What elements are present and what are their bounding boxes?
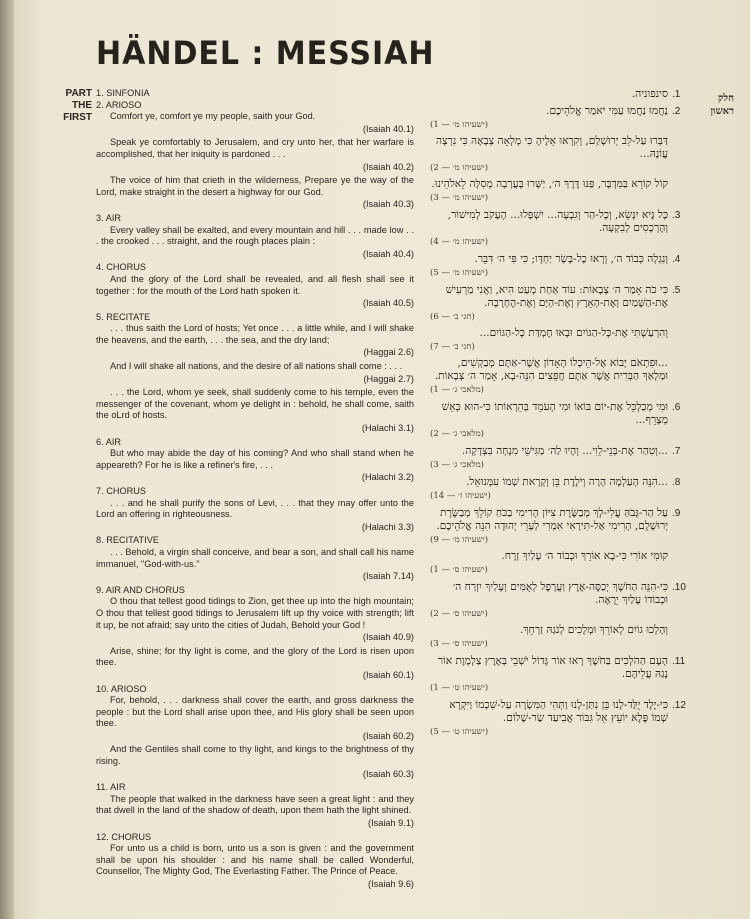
section [96,535,414,582]
hebrew-verse-text: נַחֲמוּ נַחֲמוּ עַמִּי יֹאמַר אֱלֹהֵיכֶם. [546,105,668,117]
hebrew-section [430,476,668,503]
section-heading [96,88,414,100]
section-heading [96,535,414,547]
hebrew-section-number: .9 [672,508,681,519]
verse-reference: (Isaiah 60.2) [362,730,414,741]
section [96,88,414,100]
verse-reference: (Isaiah 40.1) [362,123,414,134]
section-number: 5. [96,311,104,322]
hebrew-verse-reference: (ישעיהו מ׳ — 4) [430,237,489,247]
section-heading [96,486,414,498]
verse-reference: (Halachi 3.2) [361,472,414,483]
verse-text: But who may abide the day of his coming? And who shall stand when he appeareth? For he is like a refiner's fire, . . . [96,448,414,470]
section-heading-label: AIR [110,782,126,793]
hebrew-verse-text: ...וְטִהַר אֶת-בְּנֵי-לֵוִי... וְהָיוּ לַה׳ מַגִּישֵׁי מִנְחָה בִּצְדָקָה. [461,445,668,457]
hebrew-verse-text: ...הִנֵּה הָעַלְמָה הָרָה וְיֹלֶדֶת בֵּן וְקָרָאת שְׁמוֹ עִמָּנוּאֵל. [466,476,668,488]
hebrew-verse-text: ...וּפִתְאֹם יָבוֹא אֶל-הֵיכָלוֹ הָאָדוֹן אֲשֶׁר-אַתֶּם מְבַקְשִׁים, וּמַלְאַךְ הַבְּרִית אֲשֶׁר אַתֶּם חֲפֵצִים הִנֵּה-בָא, אָמַר ה׳ צְבָאוֹת. [434,357,668,382]
verse-text: Comfort ye, comfort ye my people, saith your God. [110,111,316,122]
hebrew-section-number: .7 [672,446,681,457]
verse-reference: (Halachi 3.1) [361,423,414,434]
hebrew-section [430,507,668,577]
verse-text: For, behold, . . . darkness shall cover the earth, and gross darkness the people : but the Lord shall arise upon thee, and His glory shall be seen upon thee. [96,695,414,729]
hebrew-verse-reference: (מלאכי ג׳ — 2) [430,429,484,439]
verse-reference: (Halachi 3.3) [361,521,414,532]
hebrew-verse-reference: (ישעיהו מ׳ — 9) [430,535,489,545]
english-text-column [96,88,414,893]
section-heading-label: AIR [105,212,122,223]
hebrew-section [430,699,668,739]
section [96,262,414,309]
hebrew-section-number: .3 [672,210,681,221]
section-heading-label: AIR AND CHORUS [105,584,185,595]
hebrew-verse-reference: (ישעיהו מ׳ — 1) [430,120,489,130]
hebrew-section [430,581,668,651]
hebrew-verse-text: דַּבְּרוּ עַל-לֵב יְרוּשָׁלִַם, וְקִרְאוּ אֵלֶיהָ כִּי מָלְאָה צְבָאָהּ כִּי נִרְצָה עֲוֹנָהּ... [436,135,668,160]
section-heading-label: ARIOSO [110,683,147,694]
hebrew-section-number: .2 [672,106,681,117]
section [96,486,414,533]
hebrew-section-number: .4 [672,254,681,265]
part-label-line: FIRST [63,112,92,123]
hebrew-verse-reference: (ישעיהו ס׳ — 2) [430,609,488,619]
section-number: 8. [96,535,104,546]
section [96,100,414,211]
verse-text: Speak ye comfortably to Jerusalem, and cry unto her, that her warfare is accomplished, that her iniquity is pardoned . . . [96,137,414,159]
hebrew-verse-reference: (ישעיהו מ׳ — 2) [430,163,489,173]
section-number: 11. [96,782,109,793]
section-heading-label: RECITATIVE [106,535,159,546]
hebrew-verse-reference: (ישעיהו ט׳ — 1) [430,683,489,693]
section-number: 4. [96,262,104,273]
hebrew-verse-reference: (מלאכי ג׳ — 1) [430,385,484,395]
book-spine-shadow [0,0,14,919]
verse-text: . . . Behold, a virgin shall conceive, and bear a son, and shall call his name immanuel, "God-with-us." [96,546,414,569]
verse-text: The people that walked in the darkness have seen a great light : and they that dwell in the land of the shadow of death, upon them hath the light shined. [96,793,414,816]
hebrew-verse-text: כִּי-יֶלֶד יֻלַּד-לָנוּ בֵּן נִתַּן-לָנוּ וַתְּהִי הַמִּשְׂרָה עַל-שִׁכְמוֹ וַיִּקְרָא שְׁמוֹ פֶּלֶא יוֹעֵץ אֵל גִּבּוֹר אֲבִיעַד שַׂר-שָׁלוֹם. [449,699,668,724]
section-number: 1. [96,88,104,98]
hebrew-verse-text: וְהָלְכוּ גוֹיִם לְאוֹרֵךְ וּמְלָכִים לְנֹגַהּ זַרְחֵךְ. [519,624,668,636]
hebrew-section-number: .10 [672,582,686,593]
hebrew-section [430,105,668,205]
verse-reference: (Isaiah 40.9) [362,632,414,643]
hebrew-verse-text: וּמִי מְכַלְכֵּל אֶת-יוֹם בּוֹאוֹ וּמִי הָעֹמֵד בְּהֵרָאוֹתוֹ כִּי-הוּא כְּאֵשׁ מְצָרֵף... [441,401,668,426]
section-number: 2. [96,99,104,110]
part-label [56,88,92,124]
section-heading-label: ARIOSO [105,99,142,110]
verse-reference: (Isaiah 60.1) [362,669,414,680]
verse-reference: (Isaiah 40.3) [362,199,414,210]
hebrew-text-column [430,88,668,743]
part-label-line: THE [72,100,92,111]
hebrew-verse-reference: (ישעיהו ס׳ — 3) [430,639,488,649]
hebrew-verse-reference: (ישעיהו ס׳ — 1) [430,565,488,575]
section-heading [96,262,414,274]
section [96,213,414,260]
hebrew-verse-reference: (מלאכי ג׳ — 3) [430,460,484,470]
hebrew-verse-reference: (ישעיהו מ׳ — 5) [430,268,489,278]
verse-reference: (Isaiah 9.1) [368,818,414,829]
hebrew-verse-text: עַל הַר-גָּבֹהַּ עֲלִי-לָךְ מְבַשֶּׂרֶת צִיּוֹן הָרִימִי בַכֹּחַ קוֹלֵךְ מְבַשֶּׂרֶת יְרוּשָׁלִָם, הָרִימִי אַל-תִּירָאִי אִמְרִי לְעָרֵי יְהוּדָה הִנֵּה אֱלֹהֵיכֶם. [436,507,668,532]
verse-text: The voice of him that crieth in the wilderness, Prepare ye the way of the Lord, make straight in the desert a highway for our God. [96,175,414,197]
verse-text: O thou that tellest good tidings to Zion, get thee up into the high mountain; O thou that tellest good tidings to Jerusalem lift up thy voice with strength; lift it up, be not afraid; say unto the cities of Judah, Behold your God ! [96,596,414,630]
hebrew-section [430,445,668,472]
hebrew-section [430,88,668,101]
verse-text: And the glory of the Lord shall be revealed, and all flesh shall see it together : for the mouth of the Lord hath spoken it. [96,273,414,296]
hebrew-section [430,401,668,441]
verse-reference: (Isaiah 40.4) [362,248,414,259]
hebrew-verse-reference: (ישעיהו ט׳ — 5) [430,727,489,737]
hebrew-part-label-line: ראשון [710,106,734,117]
section [96,312,414,435]
verse-reference: (Isaiah 9.6) [368,879,414,889]
section [96,782,414,829]
verse-reference: (Haggai 2.6) [363,347,414,358]
hebrew-section [430,284,668,397]
verse-text: For unto us a child is born, unto us a son is given : and the government shall be upon his shoulder : and his name shall be called Wonderful, Counsellor, The Mighty God, The Everlasting Father. The Prince of Peace. [96,843,414,877]
section-heading [96,585,414,597]
page-title: HÄNDEL : MESSIAH [96,34,435,72]
section-heading [96,782,414,794]
hebrew-verse-text: קוּמִי אוֹרִי כִּי-בָא אוֹרֵךְ וּכְבוֹד ה׳ עָלַיִךְ זָרָח. [501,550,668,562]
section-number: 10. [96,683,109,694]
verse-text: And the Gentiles shall come to thy light, and kings to the brightness of thy rising. [96,744,414,767]
verse-text: . . . thus saith the Lord of hosts; Yet once . . . a little while, and I will shake the heavens, and the earth, . . . the sea, and the dry land; [96,323,414,345]
section-heading [96,832,414,844]
section-heading [96,437,414,449]
section-heading-label: CHORUS [106,486,147,496]
section-heading-label: SINFONIA [106,88,150,98]
section-heading [96,100,414,112]
verse-text: And I will shake all nations, and the desire of all nations shall come : . . . [110,361,403,372]
part-label-line: PART [65,88,92,99]
hebrew-part-label-line: חלק [718,93,734,104]
section-heading-label: CHORUS [111,831,152,842]
hebrew-verse-reference: (ישעיהו מ׳ — 3) [430,193,489,203]
hebrew-verse-reference: (ישעיהו ז׳ — 14) [430,491,491,501]
section-number: 7. [96,486,104,496]
hebrew-verse-text: סינפוניה. [631,88,668,100]
hebrew-verse-text: וְהִרְעַשְׁתִּי אֶת-כָּל-הַגּוֹיִם וּבָאוּ חֶמְדַּת כָּל-הַגּוֹיִם... [479,327,668,339]
section [96,437,414,484]
verse-reference: (Isaiah 40.5) [362,298,414,309]
section-heading [96,213,414,225]
section-heading-label: CHORUS [106,262,147,273]
section-number: 6. [96,436,104,447]
hebrew-section-number: .1 [672,89,681,100]
verse-reference: (Isaiah 60.3) [362,768,414,779]
hebrew-section-number: .12 [672,700,686,711]
section-heading-label: AIR [105,436,122,447]
hebrew-section-number: .8 [672,477,681,488]
hebrew-verse-text: הָעָם הַהֹלְכִים בַּחֹשֶׁךְ רָאוּ אוֹר גָּדוֹל יֹשְׁבֵי בְּאֶרֶץ צַלְמָוֶת אוֹר נָגַהּ עֲלֵיהֶם. [437,655,668,680]
section [96,684,414,781]
section-number: 12. [96,831,109,842]
hebrew-section [430,253,668,280]
hebrew-section-number: .5 [672,285,681,296]
hebrew-verse-text: כִּי-הִנֵּה הַחֹשֶׁךְ יְכַסֶּה-אֶרֶץ וַעֲרָפֶל לְאֻמִּים וְעָלַיִךְ יִזְרַח ה׳ וּכְבוֹדוֹ עָלַיִךְ יֵרָאֶה. [452,581,668,606]
verse-reference: (Haggai 2.7) [363,373,414,384]
hebrew-section-number: .11 [672,656,686,667]
hebrew-verse-text: קוֹל קוֹרֵא בַּמִּדְבָּר, פַּנּוּ דֶּרֶךְ ה׳, יַשְּׁרוּ בָּעֲרָבָה מְסִלָּה לֵאלֹהֵינוּ. [431,178,668,190]
hebrew-verse-text: כָּל גֶּיא יִנָּשֵׂא, וְכָל-הַר וְגִבְעָה... יִשְׁפָּלוּ... הֶעָקֹב לְמִישׁוֹר, וְהָרְכָסִים לְבִקְעָה. [447,209,668,234]
verse-text: Arise, shine; for thy light is come, and the glory of the Lord is risen upon thee. [96,645,414,668]
section-heading-label: RECITATE [106,311,151,322]
verse-text: . . . and he shall purify the sons of Levi, . . . that they may offer unto the Lord an offering in righteousness. [96,497,414,520]
hebrew-verse-reference: (חגי ב׳ — 6) [430,312,475,322]
hebrew-verse-text: כִּי כֹה אָמַר ה׳ צְבָאוֹת: עוֹד אַחַת מְעַט הִיא, וַאֲנִי מַרְעִישׁ אֶת-הַשָּׁמַיִם וְאֶת-הָאָרֶץ וְאֶת-הַיָּם וְאֶת-הֶחָרָבָה. [445,284,668,309]
verse-text: . . . the Lord, whom ye seek, shall suddenly come to his temple, even the messenger of the covenant, whom ye delight in : behold, he shall come, saith the oLrd of hosts. [96,387,414,421]
verse-reference: (Isaiah 40.2) [362,161,414,172]
hebrew-verse-reference: (חגי ב׳ — 7) [430,342,475,352]
hebrew-section [430,655,668,695]
hebrew-verse-text: וְנִגְלָה כְּבוֹד ה׳, וְרָאוּ כָל-בָּשָׂר יַחְדָּו; כִּי פִּי ה׳ דִּבֵּר. [474,253,668,265]
section-heading [96,312,414,324]
verse-text: Every valley shall be exalted, and every mountain and hill . . . made low . . . the crooked . . . straight, and the rough places plain : [96,224,414,247]
hebrew-part-label [700,92,734,118]
section [96,832,414,891]
hebrew-section-number: .6 [672,402,681,413]
section-heading [96,684,414,696]
section [96,585,414,682]
verse-reference: (Isaiah 7.14) [362,571,414,582]
hebrew-section [430,209,668,249]
section-number: 9. [96,584,104,595]
section-number: 3. [96,212,104,223]
